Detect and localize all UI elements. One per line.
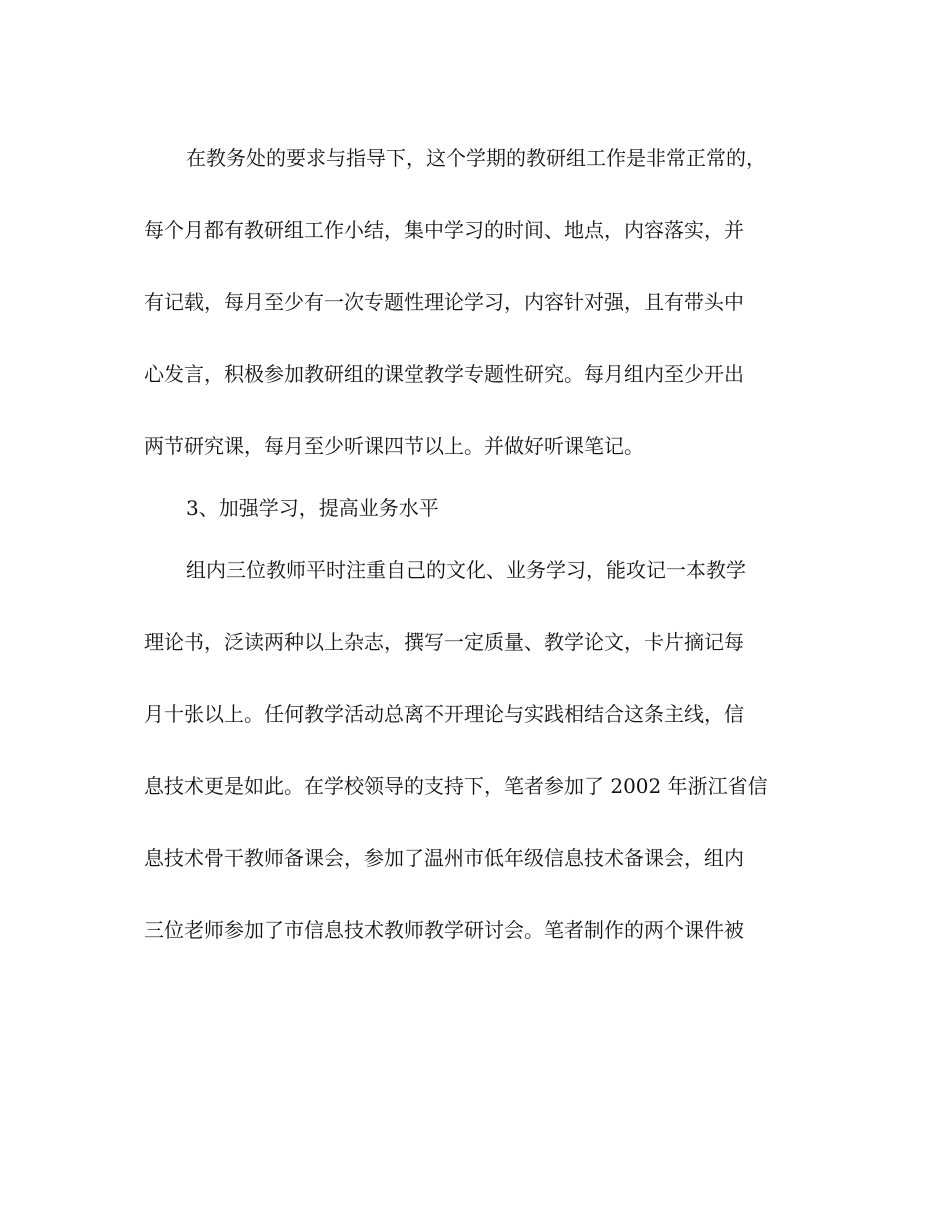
paragraph-line: 组内三位教师平时注重自己的文化、业务学习，能攻记一本教学 — [186, 558, 746, 582]
paragraph-line: 息技术骨干教师备课会，参加了温州市低年级信息技术备课会，组内 — [144, 846, 744, 870]
paragraph-line: 理论书，泛读两种以上杂志，撰写一定质量、教学论文，卡片摘记每 — [144, 630, 744, 654]
paragraph-line: 心发言，积极参加教研组的课堂教学专题性研究。每月组内至少开出 — [144, 362, 744, 386]
paragraph-line: 三位老师参加了市信息技术教师教学研讨会。笔者制作的两个课件被 — [144, 918, 744, 942]
paragraph-line: 息技术更是如此。在学校领导的支持下，笔者参加了 2002 年浙江省信 — [144, 774, 768, 798]
paragraph-line: 月十张以上。任何教学活动总离不开理论与实践相结合这条主线，信 — [144, 702, 744, 726]
section-heading: 3、加强学习，提高业务水平 — [186, 496, 439, 520]
paragraph-line: 有记载，每月至少有一次专题性理论学习，内容针对强，且有带头中 — [144, 290, 744, 314]
paragraph-line: 每个月都有教研组工作小结，集中学习的时间、地点，内容落实，并 — [144, 218, 744, 242]
paragraph-line: 两节研究课，每月至少听课四节以上。并做好听课笔记。 — [144, 434, 644, 458]
paragraph-line: 在教务处的要求与指导下，这个学期的教研组工作是非常正常的， — [186, 146, 766, 170]
